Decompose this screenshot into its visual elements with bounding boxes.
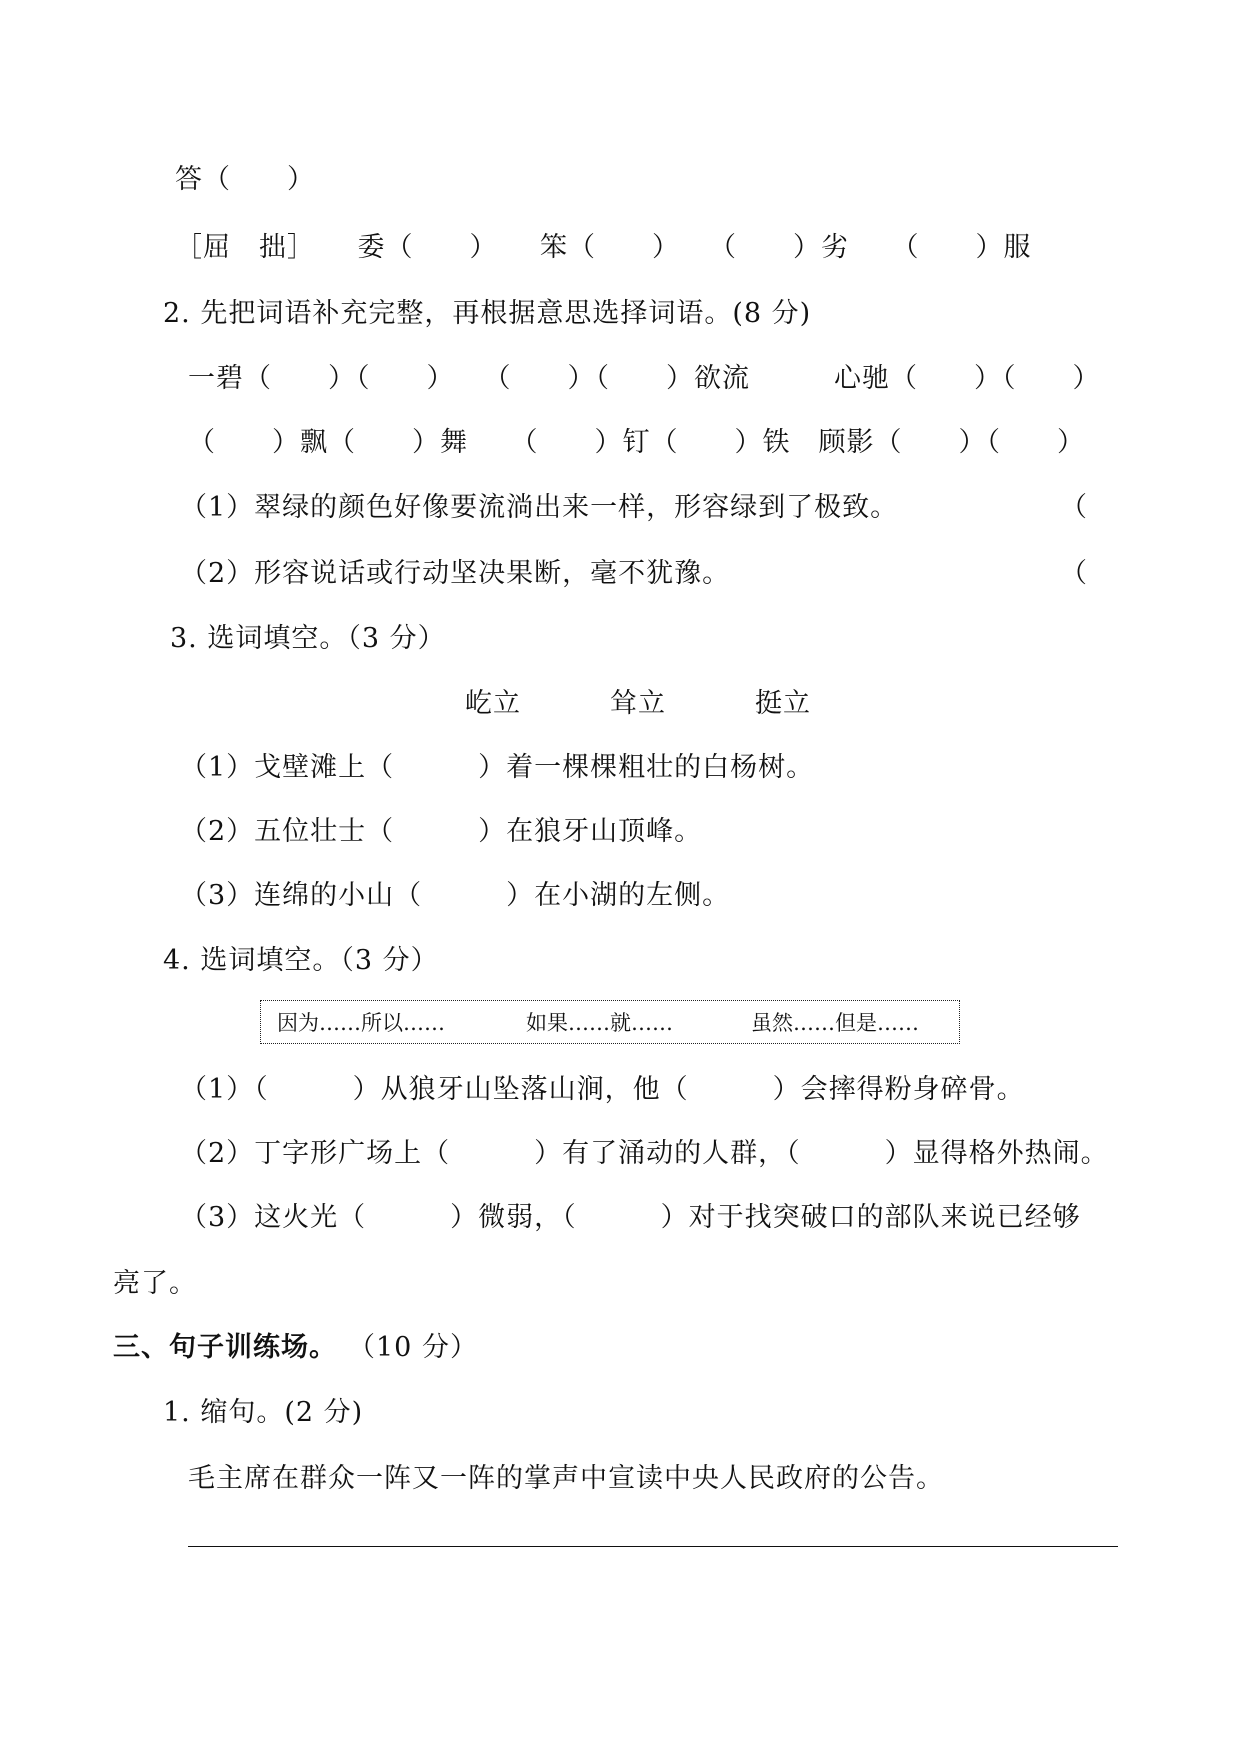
question-2-item-2-paren: （ — [1060, 558, 1088, 589]
section-3-title: 三、句子训练场。 — [113, 1332, 337, 1363]
question-2-item-1-paren: （ — [1060, 492, 1088, 523]
question-4-item-2: （2）丁字形广场上（ ）有了涌动的人群，（ ）显得格外热闹。 — [180, 1138, 1109, 1169]
conjunction-box — [260, 1000, 960, 1044]
question-4-item-1: （1）（ ）从狼牙山坠落山涧，他（ ）会摔得粉身碎骨。 — [180, 1074, 1025, 1105]
question-3-item-3: （3）连绵的小山（ ）在小湖的左侧。 — [180, 880, 731, 911]
question-4-item-3-continued: 亮了。 — [113, 1268, 197, 1299]
question-3-item-2: （2）五位壮士（ ）在狼牙山顶峰。 — [180, 816, 703, 847]
idiom-row-2: （ ）飘（ ）舞 （ ）钉（ ）铁 顾影（ ）（ ） — [188, 427, 1085, 458]
word-option-3: 挺立 — [755, 688, 811, 719]
question-4-item-3: （3）这火光（ ）微弱，（ ）对于找突破口的部队来说已经够 — [180, 1202, 1081, 1233]
sentence-1-text: 毛主席在群众一阵又一阵的掌声中宣读中央人民政府的公告。 — [188, 1463, 944, 1494]
conjunction-1: 因为……所以…… — [277, 1011, 445, 1035]
sentence-1-title: 1. 缩句。(2 分) — [163, 1397, 364, 1428]
idiom-row-1: 一碧（ ）（ ） （ ）（ ）欲流 心驰（ ）（ ） — [188, 363, 1101, 394]
answer-line[interactable] — [188, 1546, 1118, 1547]
word-option-1: 屹立 — [465, 688, 521, 719]
question-2-title: 2. 先把词语补充完整，再根据意思选择词语。(8 分) — [163, 298, 812, 329]
question-4-title: 4. 选词填空。（3 分） — [163, 945, 439, 976]
question-3-item-1: （1）戈壁滩上（ ）着一棵棵粗壮的白杨树。 — [180, 752, 815, 783]
section-3-score: （10 分） — [348, 1332, 478, 1363]
question-3-title: 3. 选词填空。（3 分） — [170, 623, 446, 654]
conjunction-3: 虽然……但是…… — [751, 1011, 919, 1035]
answer-blank-line: 答（ ） — [175, 164, 315, 195]
conjunction-2: 如果……就…… — [526, 1011, 673, 1035]
question-2-item-1: （1）翠绿的颜色好像要流淌出来一样，形容绿到了极致。 — [180, 492, 899, 523]
question-2-item-2: （2）形容说话或行动坚决果断，毫不犹豫。 — [180, 558, 731, 589]
word-option-2: 耸立 — [610, 688, 666, 719]
word-choice-row: ［屈 拙］ 委（ ） 笨（ ） （ ）劣 （ ）服 — [175, 232, 1032, 263]
